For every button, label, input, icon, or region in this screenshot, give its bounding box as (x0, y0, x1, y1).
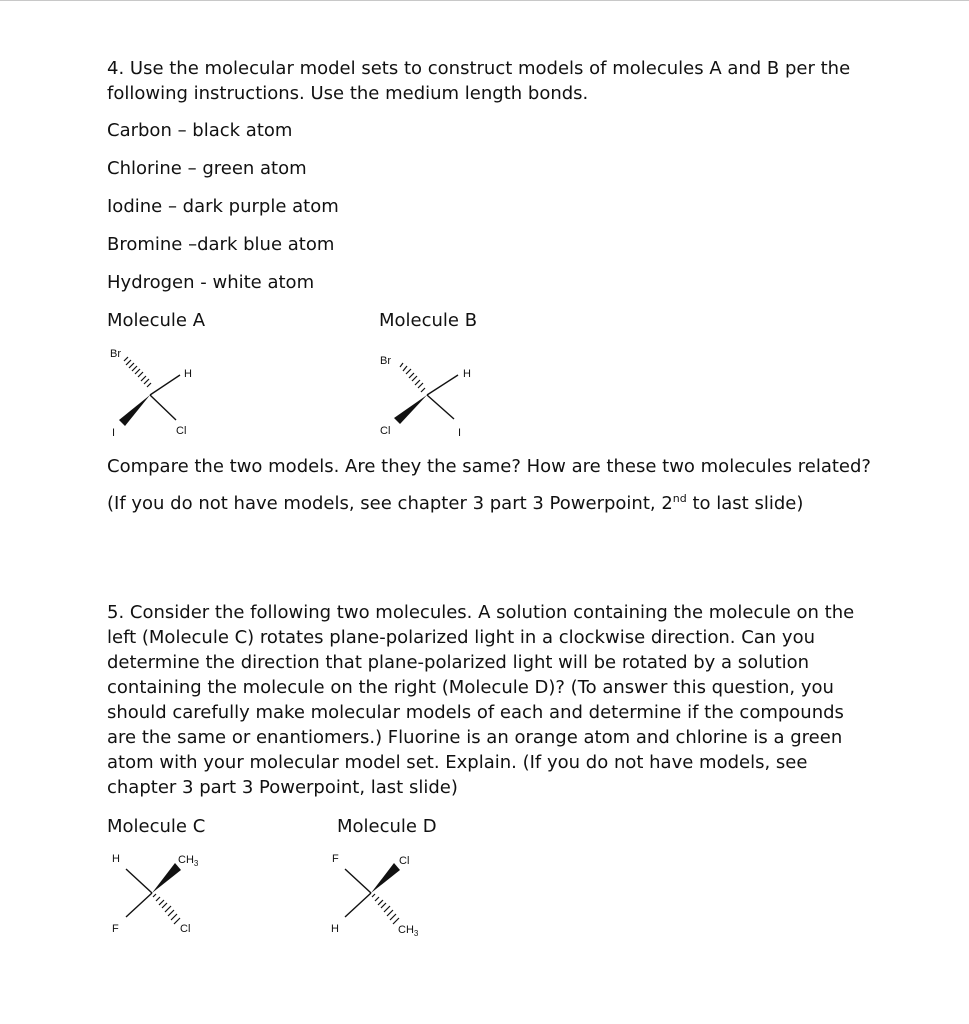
molecule-c-ch3-text: CH (178, 854, 194, 866)
q4-intro-line-1: 4. Use the molecular model sets to construct models of molecules A and B per the (107, 58, 851, 79)
molecule-c-bond-f (126, 893, 152, 917)
molecule-d-bond-f (345, 869, 371, 893)
molecule-d-atom-lower-right (398, 924, 419, 938)
molecule-d-atom-upper-left: F (332, 853, 339, 865)
molecule-c-bond-h (126, 869, 152, 893)
molecule-a-atom-lower-left: I (112, 427, 116, 439)
molecule-b-bond-h (427, 375, 458, 395)
top-divider (0, 0, 969, 1)
molecule-b-atom-upper-left: Br (380, 355, 391, 367)
atom-color-iodine: Iodine – dark purple atom (107, 196, 339, 217)
atom-color-hydrogen: Hydrogen - white atom (107, 272, 315, 293)
molecule-b-label: Molecule B (379, 310, 478, 331)
molecule-c-atom-upper-left: H (112, 853, 120, 865)
molecule-d-hashed-bond-ch3 (372, 894, 399, 924)
molecule-d-atom-upper-right: Cl (399, 855, 410, 867)
molecule-a-bond-cl (150, 395, 176, 420)
molecule-a-hashed-bond-br (124, 357, 151, 387)
atom-color-chlorine: Chlorine – green atom (107, 158, 307, 179)
q4-note-end: to last slide) (686, 493, 804, 514)
molecule-a-wedge-bond-i (119, 395, 150, 426)
molecule-b-atom-lower-left: Cl (380, 425, 391, 437)
molecule-c-hashed-bond-cl (153, 894, 180, 924)
molecule-d-wedge-bond-cl (371, 863, 400, 893)
q4-model-note (107, 491, 803, 516)
molecule-d-label: Molecule D (337, 816, 437, 837)
molecule-d-structure (318, 845, 438, 945)
molecule-d-bond-h (345, 893, 371, 917)
atom-color-carbon: Carbon – black atom (107, 120, 293, 141)
molecule-b-hashed-bond-br (400, 363, 425, 392)
molecule-c-atom-lower-left: F (112, 923, 119, 935)
molecule-b-atom-upper-right: H (463, 368, 471, 380)
molecule-c-label: Molecule C (107, 816, 206, 837)
molecule-a-atom-upper-right: H (184, 368, 192, 380)
molecule-c-ch3-subscript: 3 (193, 859, 199, 868)
molecule-d-atom-lower-left: H (331, 923, 339, 935)
molecule-c-structure (100, 845, 220, 945)
q4-intro-line-2: following instructions. Use the medium length bonds. (107, 83, 589, 104)
q4-note-superscript: nd (672, 492, 687, 505)
q5-paragraph: 5. Consider the following two molecules. A solution containing the molecule on the left (Molecule C) rotates plane-polarized light in a clockwise direction. Can you determine the direction that plane-polarized light will be rotated by a solution containing the molecule on the right (Molecule D)? (To answer this question, you should carefully make molecular models of each and determine if the compounds are the same or enantiomers.) Fluorine is an orange atom and chlorine is a green atom with your molecular model set. Explain. (If you do not have models, see chapter 3 part 3 Powerpoint, last slide) (107, 602, 855, 798)
molecule-a-structure (100, 340, 210, 440)
q4-compare-question: Compare the two models. Are they the same? How are these two molecules related? (107, 456, 871, 477)
molecule-a-atom-upper-left: Br (110, 348, 121, 360)
molecule-a-bond-h (150, 375, 180, 395)
molecule-a-atom-lower-right: Cl (176, 425, 187, 437)
molecule-c-wedge-bond-ch3 (152, 863, 181, 893)
molecule-b-wedge-bond-cl (394, 395, 427, 424)
molecule-b-structure (370, 340, 480, 440)
molecule-d-ch3-subscript: 3 (413, 929, 419, 938)
q4-note-text: (If you do not have models, see chapter 3 part 3 Powerpoint, 2 (107, 493, 673, 514)
molecule-a-label: Molecule A (107, 310, 206, 331)
molecule-c-atom-lower-right: Cl (180, 923, 191, 935)
molecule-b-bond-i (427, 395, 454, 419)
molecule-b-atom-lower-right: I (458, 427, 462, 439)
atom-color-bromine: Bromine –dark blue atom (107, 234, 335, 255)
molecule-d-ch3-text: CH (398, 924, 414, 936)
molecule-c-atom-upper-right (178, 854, 199, 868)
